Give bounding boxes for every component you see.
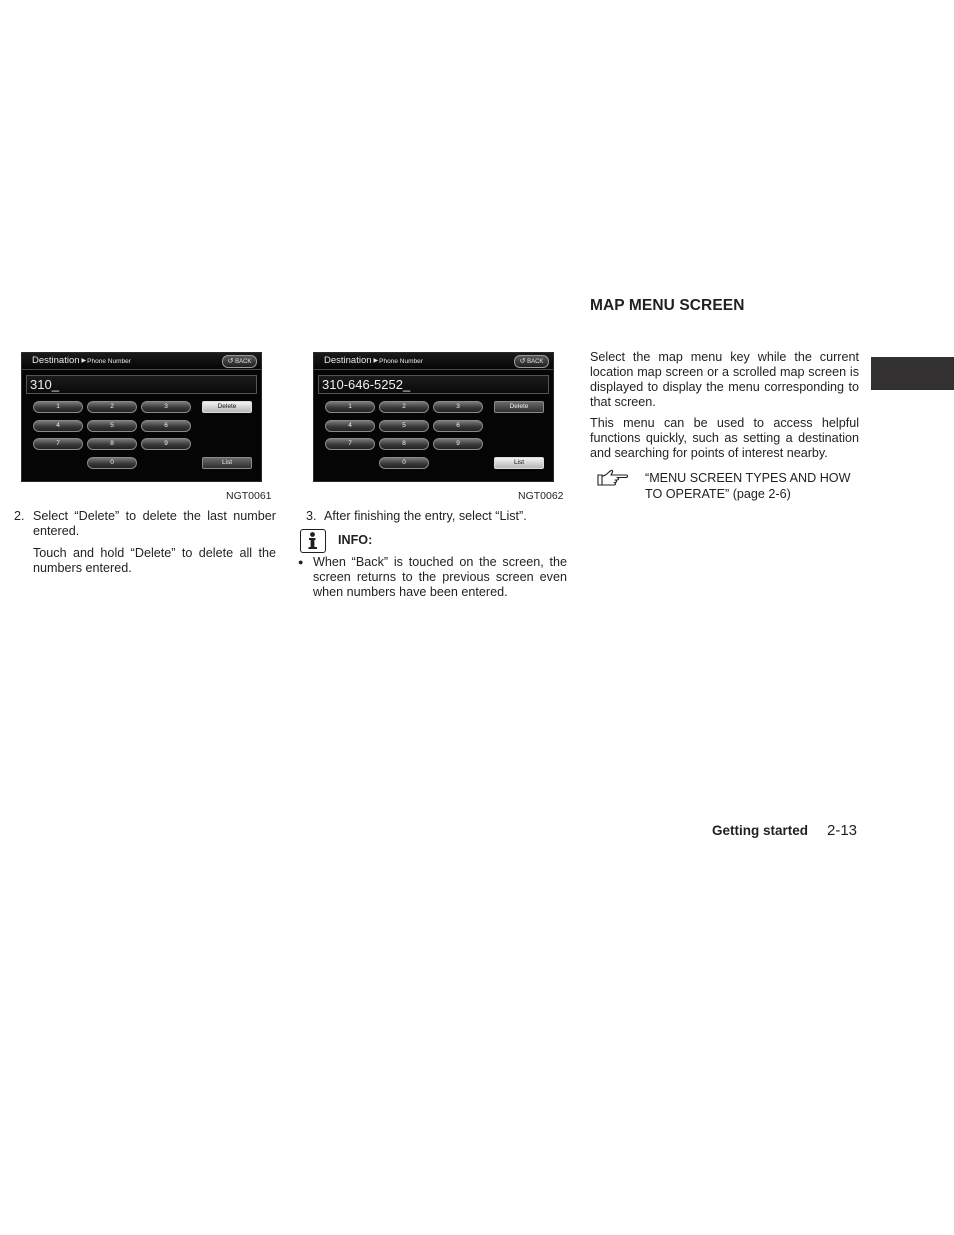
figure-code: NGT0061 [226, 490, 272, 502]
phone-number-field[interactable]: 310_ [26, 375, 257, 394]
back-arrow-icon: ↺ [519, 358, 526, 365]
back-button-label: BACK [527, 359, 544, 365]
keypad-key-3[interactable]: 3 [141, 401, 191, 413]
keypad-key-5[interactable]: 5 [87, 420, 137, 432]
keypad-key-7[interactable]: 7 [325, 438, 375, 450]
keypad-key-5[interactable]: 5 [379, 420, 429, 432]
keypad-key-1[interactable]: 1 [325, 401, 375, 413]
keypad-key-9[interactable]: 9 [433, 438, 483, 450]
step-text: Select “Delete” to delete the last number entered. [33, 509, 276, 538]
back-button[interactable] [514, 355, 549, 368]
delete-button[interactable]: Delete [494, 401, 544, 413]
info-bullet-text: When “Back” is touched on the screen, the screen returns to the previous screen even when numbers have been entered. [313, 555, 567, 599]
info-icon [300, 529, 326, 553]
breadcrumb-arrow-icon: ▶ [373, 358, 379, 364]
screen-title-text: Destination [324, 355, 372, 366]
back-button[interactable] [222, 355, 257, 368]
chapter-side-tab [871, 357, 954, 390]
step-number: 2. [14, 509, 25, 523]
keypad-key-9[interactable]: 9 [141, 438, 191, 450]
keypad-key-1[interactable]: 1 [33, 401, 83, 413]
keypad-key-2[interactable]: 2 [87, 401, 137, 413]
nav-screen-figure-2 [313, 352, 554, 482]
footer-chapter-label: Getting started [712, 823, 809, 838]
keypad-key-8[interactable]: 8 [87, 438, 137, 450]
keypad-key-3[interactable]: 3 [433, 401, 483, 413]
list-button[interactable]: List [202, 457, 252, 469]
delete-button[interactable]: Delete [202, 401, 252, 413]
keypad-key-0[interactable]: 0 [87, 457, 137, 469]
keypad-key-4[interactable]: 4 [33, 420, 83, 432]
screen-title-text: Destination [32, 355, 80, 366]
footer-page-number: 2-13 [827, 822, 858, 839]
info-label: INFO: [338, 533, 373, 547]
keypad-key-8[interactable]: 8 [379, 438, 429, 450]
screen-header [314, 353, 553, 370]
step-text: After finishing the entry, select “List”. [324, 509, 527, 523]
pointing-hand-icon [597, 469, 629, 489]
keypad-key-0[interactable]: 0 [379, 457, 429, 469]
keypad-key-7[interactable]: 7 [33, 438, 83, 450]
breadcrumb-arrow-icon: ▶ [81, 358, 87, 364]
keypad-key-2[interactable]: 2 [379, 401, 429, 413]
step-number: 3. [306, 509, 317, 523]
bullet-icon: ● [298, 557, 304, 567]
screen-title [32, 354, 131, 368]
info-glyph-icon [301, 530, 324, 551]
list-button[interactable]: List [494, 457, 544, 469]
section-paragraph-2: This menu can be used to access helpful functions quickly, such as setting a destination and searching for points of interest nearby. [590, 416, 859, 460]
figure-code: NGT0062 [518, 490, 564, 502]
reference-link[interactable]: “MENU SCREEN TYPES AND HOW TO OPERATE” (page 2-6) [645, 471, 851, 501]
section-paragraph-1: Select the map menu key while the current location map screen or a scrolled map screen is displayed to display the menu corresponding to that screen. [590, 350, 859, 409]
screen-subtitle: Phone Number [379, 358, 423, 365]
screen-header [22, 353, 261, 370]
screen-subtitle: Phone Number [87, 358, 131, 365]
section-title: MAP MENU SCREEN [590, 297, 745, 314]
keypad-key-6[interactable]: 6 [433, 420, 483, 432]
phone-number-field[interactable]: 310-646-5252_ [318, 375, 549, 394]
screen-title [324, 354, 423, 368]
step-note: Touch and hold “Delete” to delete all the numbers entered. [33, 546, 276, 575]
keypad-key-6[interactable]: 6 [141, 420, 191, 432]
keypad-key-4[interactable]: 4 [325, 420, 375, 432]
nav-screen-figure-1 [21, 352, 262, 482]
back-button-label: BACK [235, 359, 252, 365]
back-arrow-icon: ↺ [227, 358, 234, 365]
